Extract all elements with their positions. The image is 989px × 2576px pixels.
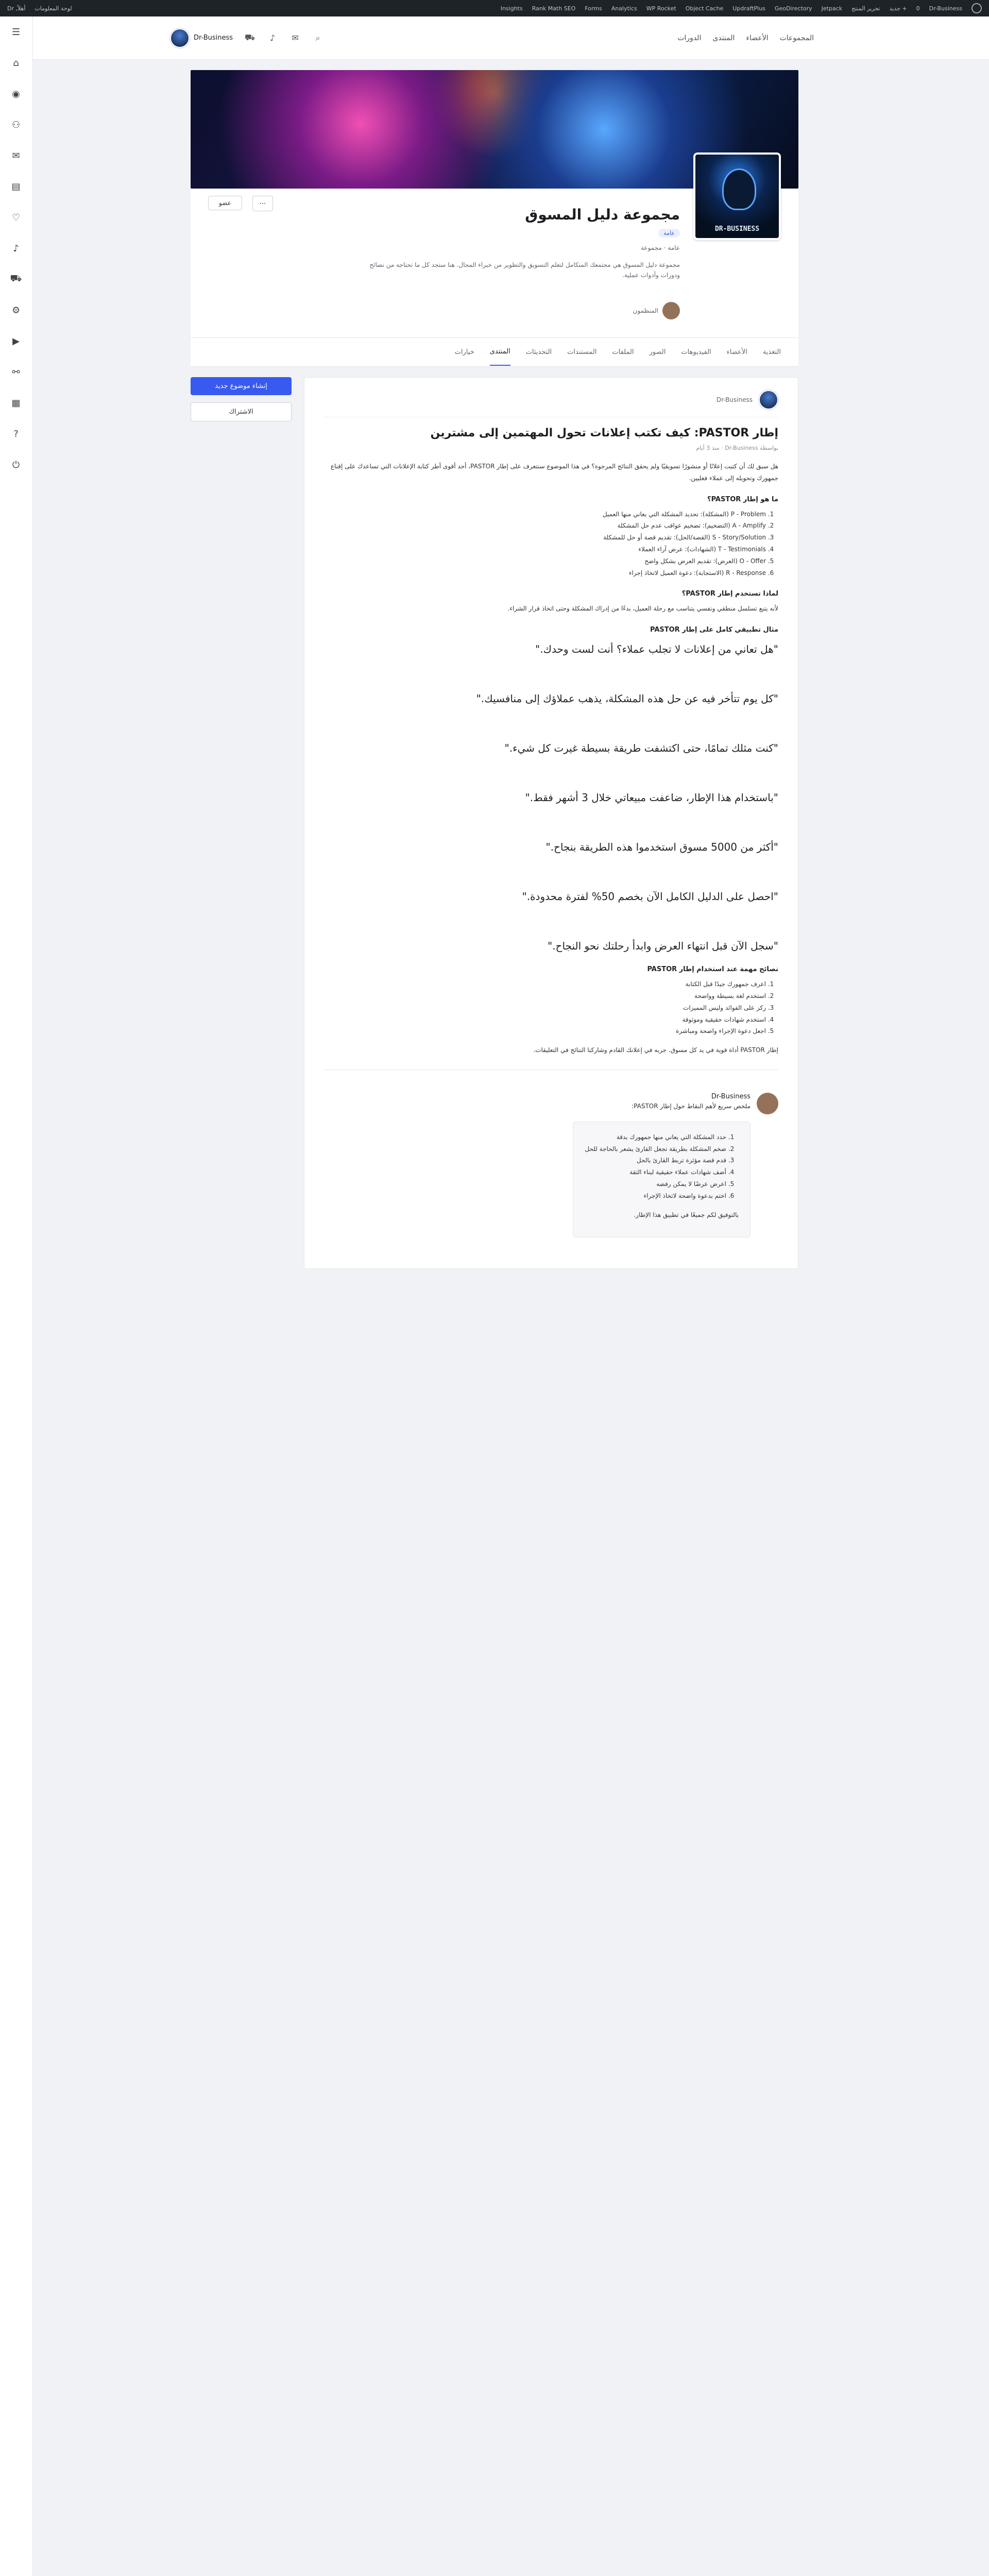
list-item: 3. S - Story/Solution (القصة/الحل): تقديم قصة أو حل للمشكلة: [324, 532, 766, 544]
logo-caption: DR-BUSINESS: [714, 225, 760, 233]
framework-list: [324, 509, 778, 579]
admin-user[interactable]: أهلاً, Dr: [7, 5, 26, 12]
admin-item[interactable]: 0: [916, 5, 920, 12]
admin-item[interactable]: WP Rocket: [646, 5, 676, 12]
admin-item[interactable]: Dr-Business: [929, 5, 962, 12]
list-item: 6. اختم بدعوة واضحة لاتخاذ الإجراء: [585, 1190, 726, 1202]
list-item: 4. T - Testimonials (الشهادات): عرض آراء العملاء: [324, 544, 766, 555]
reply-closing: بالتوفيق لكم جميعًا في تطبيق هذا الإطار.: [634, 1211, 739, 1218]
reply-summary-box: [573, 1122, 751, 1238]
list-item: 5. O - Offer (العرض): تقديم العرض بشكل واضح: [324, 555, 766, 567]
tab-photos[interactable]: الصور: [649, 348, 666, 356]
quote: "كنت مثلك تمامًا، حتى اكتشفت طريقة بسيطة غيرت كل شيء.": [504, 742, 778, 755]
reply: [324, 1083, 778, 1256]
list-item: 3. قدم قصة مؤثرة تربط القارئ بالحل: [585, 1155, 726, 1166]
users-icon[interactable]: ⚇: [11, 119, 21, 130]
admin-item[interactable]: Jetpack: [821, 5, 843, 12]
wordpress-icon[interactable]: [971, 3, 982, 13]
home-icon[interactable]: ⌂: [13, 57, 19, 69]
admin-item[interactable]: + جديد: [889, 5, 907, 12]
admin-item[interactable]: GeoDirectory: [774, 5, 812, 12]
membership-button[interactable]: عضو: [208, 196, 242, 210]
book-icon[interactable]: ▤: [11, 181, 21, 192]
forum-topic: [304, 377, 798, 1269]
tab-documents[interactable]: المستندات: [567, 348, 597, 356]
settings-icon[interactable]: ⚙: [11, 304, 21, 316]
help-icon[interactable]: ?: [13, 428, 19, 439]
logout-icon[interactable]: ⏻: [12, 459, 20, 470]
tab-feed[interactable]: التغذية: [762, 348, 781, 356]
user-icon[interactable]: ◉: [12, 88, 20, 99]
tab-options[interactable]: خيارات: [454, 348, 474, 356]
side-column: [191, 377, 292, 2576]
group-title: مجموعة دليل المسوق: [525, 206, 680, 223]
group-meta: عامة · مجموعة: [640, 244, 680, 251]
list-item: 1. اعرف جمهورك جيدًا قبل الكتابة: [324, 978, 766, 990]
subscribe-button[interactable]: الاشتراك: [191, 402, 292, 421]
post-title: إطار PASTOR: كيف تكتب إعلانات تحول المهتمين إلى مشترين: [430, 427, 778, 439]
nav-link-forum[interactable]: المنتدى: [712, 33, 735, 42]
list-item: 2. ضخم المشكلة بطريقة تجعل القارئ يشعر بالحاجة للحل: [585, 1143, 726, 1155]
more-options-icon[interactable]: ⋯: [252, 196, 273, 211]
quote: "هل تعاني من إعلانات لا تجلب عملاء؟ أنت لست وحدك.": [535, 643, 778, 656]
reply-list: [585, 1131, 739, 1202]
user-name: Dr-Business: [194, 34, 233, 42]
avatar[interactable]: [757, 1093, 778, 1114]
grid-icon[interactable]: ▦: [11, 397, 21, 409]
section-title: ما هو إطار PASTOR؟: [707, 495, 778, 503]
page-wrapper: [191, 70, 798, 2576]
bell-icon[interactable]: ♪: [13, 243, 19, 254]
post-conclusion: إطار PASTOR أداة قوية في يد كل مسوق. جربه في إعلانك القادم وشاركنا النتائج في التعليقات.: [533, 1046, 778, 1054]
post-header: [324, 390, 778, 417]
list-item: 5. اعرض عرضًا لا يمكن رفضه: [585, 1178, 726, 1190]
tab-videos[interactable]: الفيديوهات: [681, 348, 711, 356]
quote: "سجل الآن قبل انتهاء العرض وابدأ رحلتك نحو النجاح.": [548, 940, 778, 953]
admin-item[interactable]: Object Cache: [685, 5, 724, 12]
post-intro: هل سبق لك أن كتبت إعلانًا أو منشورًا تسويقيًا ولم يحقق النتائج المرجوة؟ في هذا الموضوع سنتعرف على إطار PASTOR، أحد أقوى أطر كتابة الإعلانات التي تساعدك على إقناع جمهورك وتحويله إلى عملاء فعليين.: [330, 463, 778, 482]
list-item: 1. P - Problem (المشكلة): تحديد المشكلة التي يعاني منها العميل: [324, 509, 766, 520]
admin-item[interactable]: UpdraftPlus: [732, 5, 765, 12]
group-organizers: [633, 302, 680, 319]
avatar[interactable]: [759, 390, 778, 410]
content-grid: [191, 377, 798, 2576]
avatar[interactable]: [662, 302, 680, 319]
messages-icon[interactable]: ✉: [292, 33, 299, 43]
group-description: مجموعة دليل المسوق هي مجتمعك المتكامل لتعلم التسويق والتطوير من خبراء المجال. هنا ستجد كل ما تحتاجه من نصائح ودورات وأدوات عملية.: [369, 261, 680, 279]
group-logo: [693, 152, 781, 240]
search-icon[interactable]: ⌕: [315, 32, 320, 43]
admin-item[interactable]: لوحة المعلومات: [35, 5, 72, 12]
list-item: 4. أضف شهادات عملاء حقيقية لبناء الثقة: [585, 1166, 726, 1178]
link-icon[interactable]: ⚯: [12, 366, 20, 378]
cart-icon[interactable]: ⛟: [10, 273, 22, 284]
quote: "أكثر من 5000 مسوق استخدموا هذه الطريقة بنجاح.": [545, 841, 778, 854]
list-item: 5. اجعل دعوة الإجراء واضحة ومباشرة: [324, 1025, 766, 1037]
admin-item[interactable]: Rank Math SEO: [532, 5, 576, 12]
quote: "كل يوم تتأخر فيه عن حل هذه المشكلة، يذهب عملاؤك إلى منافسيك.": [476, 692, 778, 705]
group-tabs: [191, 338, 798, 367]
post-meta: بواسطة Dr-Business · منذ 3 أيام: [696, 445, 778, 451]
video-icon[interactable]: ▶: [12, 335, 20, 347]
tab-files[interactable]: الملفات: [612, 348, 634, 356]
list-item: 2. استخدم لغة بسيطة وواضحة: [324, 990, 766, 1002]
admin-item[interactable]: Analytics: [611, 5, 637, 12]
main-column: [304, 377, 798, 2576]
admin-bar: [0, 0, 989, 16]
tab-updates[interactable]: التحديثات: [525, 348, 552, 356]
list-item: 6. R - Response (الاستجابة): دعوة العميل لاتخاذ إجراء: [324, 567, 766, 579]
section-title: مثال تطبيقي كامل على إطار PASTOR: [650, 626, 778, 634]
post-author[interactable]: Dr-Business: [716, 396, 753, 403]
list-item: 4. استخدم شهادات حقيقية وموثوقة: [324, 1014, 766, 1026]
menu-icon[interactable]: ☰: [11, 26, 21, 38]
admin-item[interactable]: تحرير المنتج: [851, 5, 880, 12]
user-menu[interactable]: [170, 28, 233, 48]
new-topic-button[interactable]: إنشاء موضوع جديد: [191, 377, 292, 395]
list-item: 3. ركز على الفوائد وليس المميزات: [324, 1002, 766, 1014]
quote: "باستخدام هذا الإطار، ضاعفت مبيعاتي خلال 3 أشهر فقط.": [525, 791, 778, 804]
heart-icon[interactable]: ♡: [11, 212, 21, 223]
group-header: [191, 189, 798, 338]
section-title: لماذا تستخدم إطار PASTOR؟: [681, 590, 778, 598]
list-item: 2. A - Amplify (التضخيم): تضخيم عواقب عدم حل المشكلة: [324, 520, 766, 532]
list-item: 1. حدد المشكلة التي يعاني منها جمهورك بدقة: [585, 1131, 726, 1143]
admin-item[interactable]: Forms: [585, 5, 602, 12]
group-type-badge: عامة: [658, 229, 680, 238]
paragraph: لأنه يتبع تسلسل منطقي ونفسي يتناسب مع رحلة العميل، بدءًا من إدراك المشكلة وحتى اتخاذ قرار الشراء.: [507, 605, 778, 613]
top-navigation: [0, 16, 989, 60]
nav-link-members[interactable]: الأعضاء: [746, 33, 769, 42]
notifications-icon[interactable]: ♪: [269, 33, 276, 43]
reply-author[interactable]: Dr-Business: [711, 1092, 751, 1100]
nav-link-courses[interactable]: الدورات: [677, 33, 702, 42]
nav-link-groups[interactable]: المجموعات: [779, 33, 814, 42]
chat-icon[interactable]: ✉: [12, 150, 20, 161]
left-icon-sidebar: [0, 16, 33, 2576]
reply-body: [573, 1093, 751, 1247]
quote: "احصل على الدليل الكامل الآن بخصم 50% لفترة محدودة.": [522, 890, 778, 903]
reply-intro: ملخص سريع لأهم النقاط حول إطار PASTOR:: [632, 1102, 751, 1110]
tab-forum[interactable]: المنتدى: [490, 338, 510, 366]
admin-item[interactable]: Insights: [500, 5, 523, 12]
section-title: نصائح مهمة عند استخدام إطار PASTOR: [647, 965, 778, 974]
cart-icon[interactable]: ⛟: [245, 32, 255, 42]
avatar: [170, 28, 190, 48]
organizer-label: المنظمون: [633, 307, 658, 314]
tab-members[interactable]: الأعضاء: [726, 348, 747, 356]
tips-list: [324, 978, 778, 1037]
